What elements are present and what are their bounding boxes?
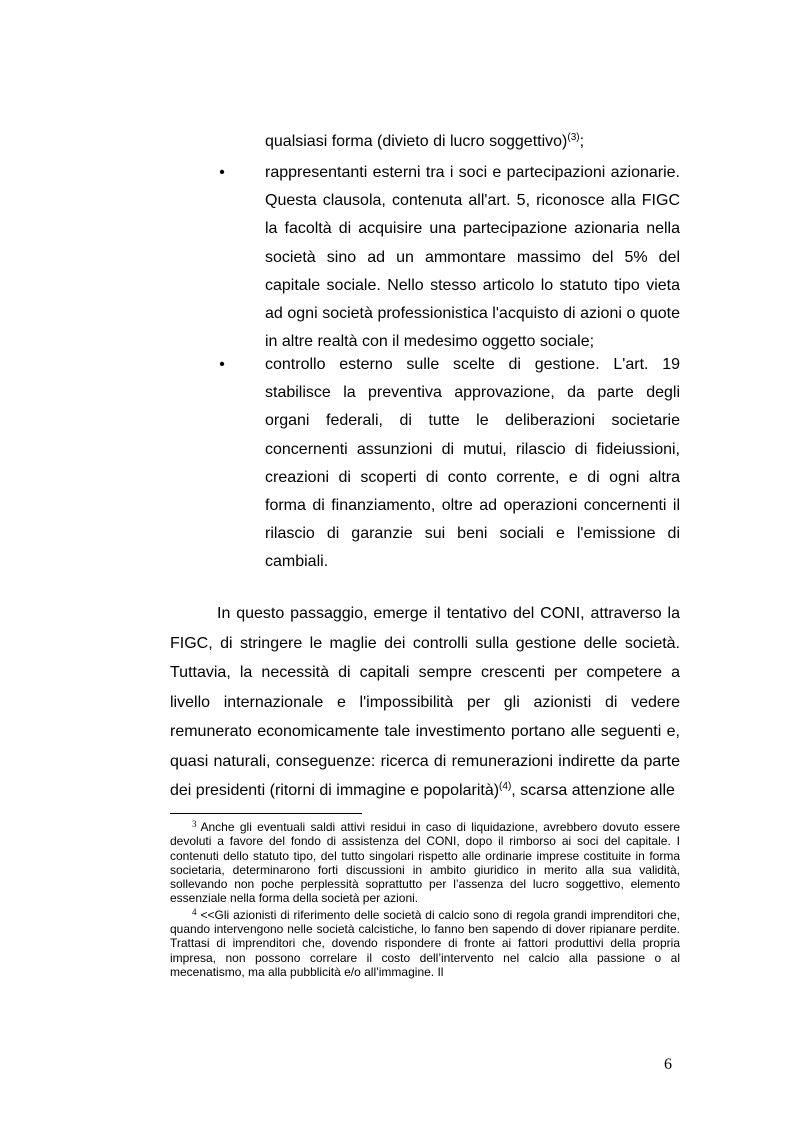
footnote-number: 4 (192, 906, 197, 917)
footnote-4 (170, 908, 680, 979)
continuation-tail: ; (579, 133, 585, 150)
bullet-item-external-control: controllo esterno sulle scelte di gestione. L'art. 19 stabilisce la preventiva approvazione, da parte degli organi federali, di tutte le deliberazioni societarie concernenti assunzioni di mutui, rilascio di fideiussioni, creazioni di scoperti di conto corrente, e di ogni altra forma di finanziamento, oltre ad operazioni concernenti il rilascio di garanzie sui beni sociali e l'emissione di cambiali. (265, 356, 680, 571)
continuation-text: qualsiasi forma (divieto di lucro soggettivo) (265, 133, 568, 150)
bullet-marker: • (219, 356, 225, 373)
bullet-marker: • (219, 164, 225, 181)
footnote-ref-4[interactable]: (4) (499, 781, 512, 792)
bullet-continuation-line (265, 130, 584, 154)
bullet-item-shareholders: rappresentanti esterni tra i soci e partecipazioni azionarie. Questa clausola, contenuta all'art. 5, riconosce alla FIGC la facoltà di acquisire una partecipazione azionaria nella società sino ad un ammontare massimo del 5% del capitale sociale. Nello stesso articolo lo statuto tipo vieta ad ogni società professionistica l'acquisto di azioni o quote in altre realtà con il medesimo oggetto sociale; (265, 164, 680, 351)
paragraph-text: In questo passaggio, emerge il tentativo del CONI, attraverso la FIGC, di stringere le maglie dei controlli sulla gestione delle società. Tuttavia, la necessità di capitali sempre crescenti per competere a livello internazionale e l'impossibilità per gli azionisti di vedere remunerato economicamente tale investimento portano alle seguenti e, quasi naturali, conseguenze: ricerca di remunerazioni indirette da parte dei presidenti (ritorni di immagine e popolarità) (170, 605, 680, 799)
page-number: 6 (664, 1056, 672, 1073)
footnote-text: <<Gli azionisti di riferimento delle società di calcio sono di regola grandi imprenditori che, quando intervengono nelle società calcistiche, lo fanno ben sapendo di dover ripianare perdite. Trattasi di imprenditori che, dovendo rispondere di fronte ai fattori produttivi della propria impresa, non possono correlare il costo dell’intervento nel calcio alla passione o al mecenatismo, ma alla pubblicità e/o all’immagine. Il (170, 907, 680, 979)
footnote-text: Anche gli eventuali saldi attivi residui in caso di liquidazione, avrebbero dovuto essere devoluti a favore del fondo di assistenza del CONI, dopo il rimborso ai soci del capitale. I contenuti dello statuto tipo, del tutto singolari rispetto alle ordinarie imprese costituite in forma societaria, determinarono forti discussioni in ambito giuridico in merito alla sua validità, sollevando non poche perplessità soprattutto per l’assenza del lucro soggettivo, elemento essenziale nella forma della società per azioni. (170, 820, 680, 906)
footnote-3 (170, 820, 680, 906)
footnotes (170, 820, 680, 981)
footnote-number: 3 (192, 819, 197, 829)
footnote-separator (170, 813, 362, 814)
footnote-ref-3[interactable]: (3) (567, 132, 580, 143)
body-paragraph (170, 599, 680, 806)
paragraph-text-tail: , scarsa attenzione alle (511, 782, 675, 799)
